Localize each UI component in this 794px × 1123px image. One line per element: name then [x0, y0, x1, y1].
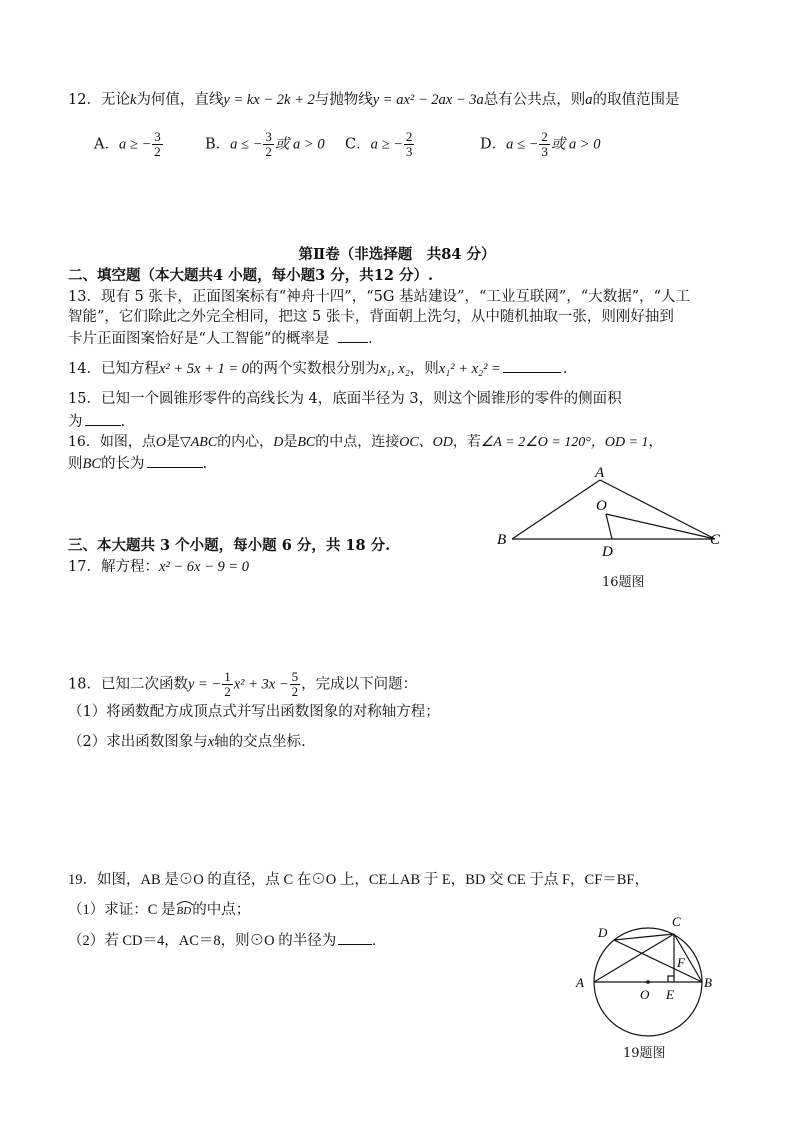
option-fraction [539, 130, 550, 159]
q18-line [68, 670, 417, 699]
numerator: 5 [291, 669, 299, 684]
option-suffix: 或 a > 0 [550, 136, 601, 153]
label-b: B [497, 532, 507, 548]
q18-var-x: x [207, 734, 215, 750]
denominator: 3 [541, 144, 548, 159]
q18-part-2-text-a: （2）求出函数图象与 [68, 734, 208, 750]
figure-19-circle [570, 912, 720, 1042]
q12-stem [68, 90, 680, 110]
option-math: a ≤ − [506, 136, 539, 153]
q14-period: . [562, 361, 568, 377]
q16-segments: OC、OD [399, 435, 453, 450]
q19-answer-blank[interactable] [338, 930, 372, 945]
q12-text-4: 总有公共点，则 [483, 92, 586, 108]
label-b: B [704, 975, 712, 990]
denominator: 2 [265, 144, 272, 159]
option-label: D． [480, 136, 507, 153]
q14-roots: x₁, x₂ [379, 361, 410, 377]
numerator: 1 [224, 669, 231, 684]
option-label: A． [94, 136, 119, 153]
q19-line-1: 19．如图，AB 是⊙O 的直径，点 C 在⊙O 上，CE⊥AB 于 E，BD 交 CE 于点 F，CF＝BF， [68, 872, 649, 888]
q18-text-2: ，完成以下问题： [301, 676, 418, 693]
q13-line-2: 智能”，它们除此之外完全相同，把这 5 张卡，背面朝上洗匀，从中随机抽取一张，则刚好抽到 [68, 309, 674, 325]
q16-line-2: 则BC的长为 . [68, 453, 207, 474]
segment-ac [600, 480, 715, 539]
label-a: A [595, 465, 605, 481]
q16-triangle-abc: ABC [190, 435, 218, 450]
denominator: 2 [291, 684, 299, 699]
q16-text-b: 是▽ [165, 434, 191, 450]
q17-equation: x² − 6x − 9 = 0 [158, 559, 250, 575]
q13-line-1: 13．现有 5 张卡，正面图案标有“神舟十四”，“5G 基站建设”，“工业互联网”，“大数据”，“人工 [68, 289, 691, 305]
label-d: D [598, 925, 608, 940]
q16-text-g: ， [648, 434, 663, 450]
q14-equation: x² + 5x + 1 = 0 [158, 361, 250, 377]
figure-19-caption: 19题图 [623, 1046, 666, 1061]
label-e: E [666, 987, 674, 1002]
denominator: 2 [154, 144, 161, 159]
label-c: C [672, 914, 681, 929]
center-dot [646, 980, 650, 984]
q12-option-c [345, 130, 415, 159]
q14-text-2: 的两个实数根分别为 [249, 361, 380, 377]
segment-ab [512, 480, 600, 539]
chord-ac [594, 934, 674, 982]
option-math: a ≥ − [118, 136, 152, 153]
q12-text-2: 为何值，直线 [136, 92, 224, 108]
option-math: a ≥ − [370, 136, 403, 153]
q19-part-2: （2）若 CD＝4，AC＝8，则⊙O 的半径为 . [68, 930, 376, 951]
q18-function-start: y = − [187, 676, 222, 693]
q16-answer-blank[interactable] [147, 453, 203, 468]
q16-line-1 [68, 432, 663, 453]
segment-od [606, 514, 612, 539]
right-angle-mark [668, 976, 674, 982]
option-fraction [152, 130, 163, 159]
q19-part-1-text-a: （1）求证：C 是 [68, 902, 176, 918]
part2-title: 第Ⅱ卷（非选择题 共84 分） [298, 246, 496, 263]
q12-var-a: a [585, 92, 593, 108]
q13-line-3: 卡片正面图案恰好是“人工智能”的概率是 . [68, 328, 373, 349]
option-fraction [263, 130, 274, 159]
q12-option-a [94, 130, 164, 159]
numerator: 2 [541, 129, 548, 144]
q15-line-2: 为 . [68, 411, 125, 432]
q12-number: 12． [68, 92, 101, 108]
label-o: O [640, 987, 650, 1002]
q16-text-2a: 则 [68, 456, 83, 472]
numerator: 3 [265, 129, 272, 144]
q16-point-o: O [155, 435, 166, 450]
arc-mark-icon [176, 900, 194, 906]
q12-text-3: 与抛物线 [314, 92, 373, 108]
q18-text-1: 18．已知二次函数 [68, 676, 188, 693]
q19-part-2-text: （2）若 CD＝4，AC＝8，则⊙O 的半径为 [68, 933, 337, 949]
label-d: D [602, 544, 613, 560]
q16-point-d: D [273, 435, 284, 450]
q17-text: 17．解方程： [68, 559, 159, 575]
q18-part-2-text-b: 轴的交点坐标. [214, 734, 306, 750]
q14-text-3: ，则 [409, 361, 439, 377]
q16-text-f: ，若 [452, 434, 481, 450]
denominator: 3 [405, 144, 413, 159]
figure-16-caption: 16题图 [602, 575, 645, 590]
q12-option-b [205, 130, 325, 159]
q15-line-1: 15．已知一个圆锥形零件的高线长为 4，底面半径为 3，则这个圆锥形的零件的侧面积 [68, 391, 622, 407]
q14-text-1: 14．已知方程 [68, 361, 159, 377]
numerator: 2 [405, 129, 413, 144]
q16-text-c: 的内心， [217, 434, 274, 450]
numerator: 3 [154, 129, 161, 144]
q12-text-5: 的取值范围是 [592, 92, 680, 108]
label-c: C [710, 532, 721, 548]
section3-title: 三、本大题共 3 个小题，每小题 6 分，共 18 分. [68, 537, 391, 554]
q18-fraction-2 [290, 670, 301, 699]
q15-answer-blank[interactable] [85, 411, 121, 426]
denominator: 2 [224, 684, 231, 699]
q19-part-1-text-b: 的中点； [192, 902, 251, 918]
segment-oc [606, 514, 715, 539]
label-o: O [596, 498, 607, 514]
section2-title: 二、填空题（本大题共4 小题，每小题3 分，共12 分）. [68, 267, 434, 284]
q16-segment-bc-2: BC [82, 456, 102, 472]
option-label: B． [205, 136, 231, 153]
q14-expression: x₁² + x₂² = [438, 361, 501, 377]
figure-16-triangle [490, 462, 730, 562]
q16-text-2b: 的长为 [101, 456, 145, 472]
q16-segment-bc: BC [297, 435, 316, 450]
label-a: A [576, 975, 584, 990]
q12-text-1: 无论 [100, 92, 130, 108]
q18-fraction-1 [222, 670, 233, 699]
q16-condition: ∠A = 2∠O = 120°，OD = 1 [480, 435, 649, 450]
q18-part-2 [68, 732, 306, 752]
option-label: C． [345, 136, 371, 153]
option-math: a ≤ − [230, 136, 263, 153]
q19-part-1 [68, 900, 250, 921]
option-suffix: 或 a > 0 [274, 136, 325, 153]
option-fraction [404, 130, 415, 159]
q13-answer-blank[interactable] [338, 328, 368, 343]
arc-label: BD [176, 905, 192, 917]
q12-var-k: k [129, 92, 137, 108]
q14-answer-blank[interactable] [503, 358, 561, 373]
q16-text-e: 的中点，连接 [315, 434, 400, 450]
q19-arc-bd [176, 905, 193, 917]
q17-line [68, 557, 249, 577]
label-f: F [677, 955, 685, 970]
q12-line-equation: y = kx − 2k + 2 [223, 92, 315, 108]
q18-part-1: （1）将函数配方成顶点式并写出函数图象的对称轴方程； [68, 704, 440, 720]
q12-parabola-equation: y = ax² − 2ax − 3a [372, 92, 484, 108]
q14-line [68, 358, 567, 379]
q12-option-d [480, 130, 601, 159]
q16-text-d: 是 [283, 434, 298, 450]
q13-line-3-text: 卡片正面图案恰好是“人工智能”的概率是 [68, 331, 330, 347]
q15-line-2-text: 为 [68, 414, 83, 430]
q18-function-middle: x² + 3x − [233, 676, 289, 693]
q16-text-a: 16．如图，点 [68, 434, 156, 450]
